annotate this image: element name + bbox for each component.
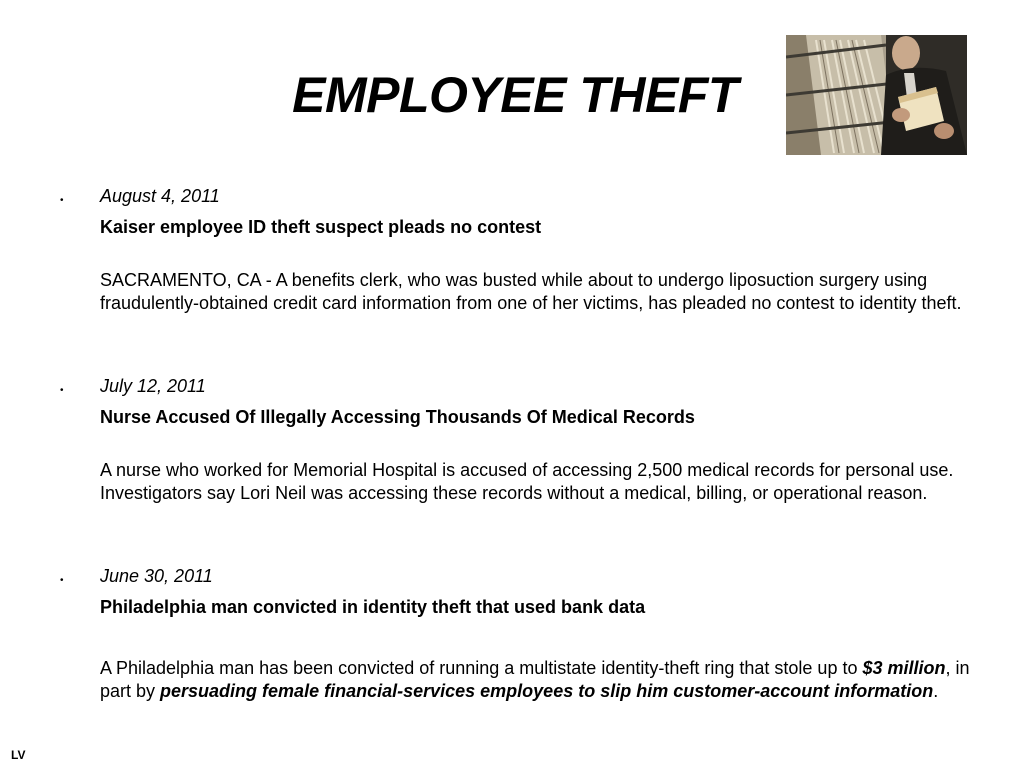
news-body-text: . (933, 680, 939, 701)
news-date: June 30, 2011 (100, 566, 213, 586)
news-body-text: , in part by (100, 658, 970, 701)
news-body-emphasis: $3 million (862, 658, 946, 678)
bullet-icon: • (60, 575, 64, 586)
news-body-text: A Philadelphia man has been convicted of running a multistate identity-theft ring that stole up to (100, 658, 863, 678)
news-headline: Kaiser employee ID theft suspect pleads no contest (100, 217, 542, 237)
slide-title: EMPLOYEE THEFT (292, 67, 738, 123)
news-headline: Nurse Accused Of Illegally Accessing Thousands Of Medical Records (100, 407, 695, 427)
bullet-icon: • (60, 385, 64, 396)
filing-records-photo (786, 35, 967, 155)
footer-initials: LV (11, 748, 26, 762)
news-headline: Philadelphia man convicted in identity theft that used bank data (100, 597, 646, 617)
bullet-icon: • (60, 195, 64, 206)
news-date: August 4, 2011 (100, 186, 220, 206)
news-body: A nurse who worked for Memorial Hospital is accused of accessing 2,500 medical records for personal use. Investigators say Lori Neil was accessing these records without a medical, billing, or operational reason. (100, 460, 954, 503)
news-body (100, 657, 975, 702)
news-body-emphasis: persuading female financial-services employees to slip him customer-account information (160, 680, 934, 701)
news-body: SACRAMENTO, CA - A benefits clerk, who was busted while about to undergo liposuction surgery using fraudulently-obtained credit card information from one of her victims, has pleaded no contest to identity theft. (100, 270, 962, 313)
news-date: July 12, 2011 (100, 376, 206, 396)
